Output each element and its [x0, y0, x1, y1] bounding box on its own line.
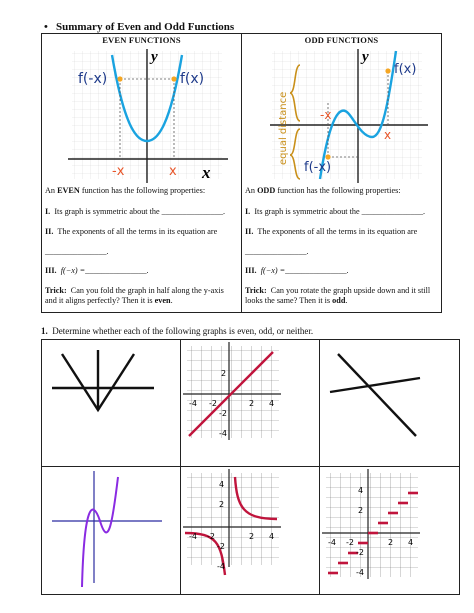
even-label-fneg: f(-x) [78, 71, 108, 87]
svg-text:-2: -2 [217, 542, 225, 551]
svg-text:4: 4 [219, 480, 225, 489]
svg-text:4: 4 [358, 486, 364, 495]
odd-lead: An ODD function has the following properties: [245, 186, 401, 195]
graph-cell-4 [42, 467, 181, 594]
svg-text:-2: -2 [219, 409, 227, 418]
graph-5-reciprocal [181, 467, 320, 594]
graph-cell-5 [181, 467, 320, 594]
graphs-grid [41, 339, 460, 595]
even-graph [50, 45, 234, 185]
odd-point-left [325, 154, 330, 159]
svg-text:-4: -4 [189, 532, 197, 541]
svg-text:-4: -4 [219, 429, 227, 438]
summary-title-text: Summary of Even and Odd Functions [56, 21, 235, 33]
even-axis-y-label: y [151, 49, 158, 65]
svg-text:-4: -4 [189, 399, 197, 408]
svg-text:4: 4 [408, 538, 414, 547]
even-prop-3: III. f(−x) =_______________. [45, 266, 149, 276]
graph-6-step [320, 467, 459, 594]
odd-prop-3: III. f(−x) =_______________. [245, 266, 349, 276]
odd-point-right [385, 68, 390, 73]
odd-heading: ODD FUNCTIONS [304, 35, 379, 45]
odd-prop-2: II. The exponents of all the terms in its equation are _______________. [245, 226, 418, 256]
svg-text:2: 2 [249, 532, 255, 541]
svg-text:2: 2 [358, 506, 364, 515]
svg-text:-2: -2 [209, 399, 217, 408]
svg-text:4: 4 [269, 532, 275, 541]
graph-2-line [181, 340, 320, 467]
even-trick: Trick: Can you fold the graph in half along the y-axis and it aligns perfectly? Then it is even. [45, 285, 224, 305]
odd-trick: Trick: Can you rotate the graph upside down and it still looks the same? Then it is odd. [245, 285, 431, 305]
odd-column [242, 34, 441, 312]
graph-cell-1 [42, 340, 181, 467]
odd-label-fpos: f(x) [394, 62, 417, 77]
even-lead: An EVEN function has the following properties: [45, 186, 206, 195]
odd-label-fneg: f(-x) [304, 160, 332, 175]
graph-4-cubic [42, 467, 181, 594]
svg-text:-4: -4 [356, 568, 364, 577]
svg-text:4: 4 [269, 399, 275, 408]
svg-text:-4: -4 [217, 562, 225, 571]
svg-text:2: 2 [388, 538, 394, 547]
odd-properties [245, 186, 437, 315]
svg-text:2: 2 [221, 369, 227, 378]
even-point-left [117, 76, 122, 81]
graph-cell-2 [181, 340, 320, 467]
even-label-negx: -x [112, 164, 125, 179]
even-column [42, 34, 242, 312]
svg-text:-2: -2 [207, 532, 215, 541]
svg-text:2: 2 [219, 500, 225, 509]
odd-graph [250, 45, 434, 185]
odd-label-posx: x [384, 128, 392, 142]
summary-table [41, 33, 442, 313]
odd-side-label: equal distance [278, 91, 289, 165]
even-label-posx: x [169, 164, 177, 179]
svg-text:-2: -2 [346, 538, 354, 547]
graph-3-cross [320, 340, 459, 467]
summary-title: • Summary of Even and Odd Functions [44, 21, 235, 33]
graph-cell-3 [320, 340, 459, 467]
svg-text:2: 2 [249, 399, 255, 408]
graph-1-v-shape [42, 340, 181, 467]
even-prop-2: II. The exponents of all the terms in its equation are _______________. [45, 226, 218, 256]
even-label-fpos: f(x) [180, 71, 205, 87]
svg-text:-2: -2 [356, 548, 364, 557]
odd-axis-y-label: y [362, 49, 369, 65]
even-properties [45, 186, 237, 315]
graph-cell-6 [320, 467, 459, 594]
odd-label-negx: -x [320, 108, 332, 122]
even-prop-1: I. Its graph is symmetric about the _______________. [45, 207, 226, 217]
svg-text:-4: -4 [328, 538, 336, 547]
even-axis-x-label: x [202, 163, 211, 182]
even-point-right [171, 76, 176, 81]
question-1: 1. Determine whether each of the following graphs is even, odd, or neither. [41, 326, 314, 336]
odd-prop-1: I. Its graph is symmetric about the _______________. [245, 207, 426, 217]
even-heading: EVEN FUNCTIONS [102, 35, 181, 45]
